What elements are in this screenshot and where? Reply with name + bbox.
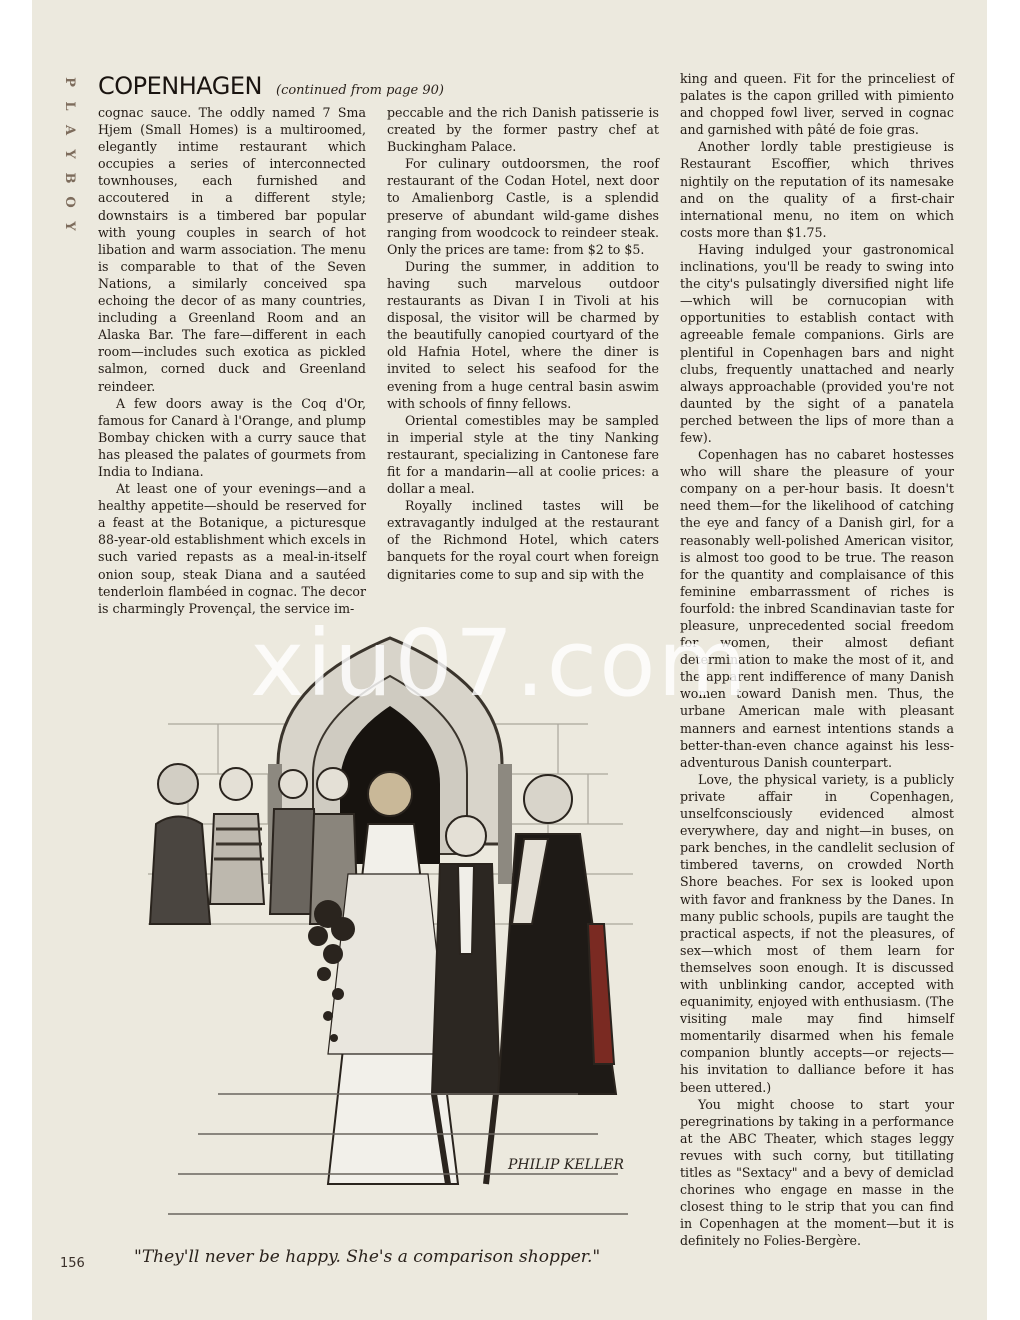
article-paragraph: During the summer, in addition to having such marvelous outdoor restaurants as Divan I in Tivoli at his disposal, the visitor will be charmed by the beautifully canopied courtyard of the old Hafnia Hotel, where the diner is invited to select his seafood for the evening from a huge central basin aswim with schools of finny fellows.	[387, 258, 659, 411]
article-paragraph: Love, the physical variety, is a publicly private affair in Copenhagen, unselfconsciously evidenced almost everywhere, day and night—in buses, on park benches, in the candlelit seclusion of timbered taverns, on crowded North Shore beaches. For sex is looked upon with favor and frankness by the Danes. In many public schools, pupils are taught the practical aspects, if not the pleasures, of sex—which most of them learn for themselves soon enough. It is discussed with unblinking candor, accepted with equanimity, enjoyed with enthusiasm. (The visiting male may find himself momentarily disarmed when his female companion bluntly accepts—or rejects—his invitation to dalliance before it has been uttered.)	[680, 771, 954, 1095]
magazine-letter: L	[62, 101, 77, 111]
article-paragraph: Oriental comestibles may be sampled in imperial style at the tiny Nanking restaurant, specializing in Cantonese fare fit for a mandarin—all at coolie prices: a dollar a meal.	[387, 412, 659, 497]
magazine-letter: P	[62, 77, 77, 87]
watermark: xiu07.com	[250, 610, 750, 717]
magazine-letter: B	[62, 172, 77, 184]
article-title: COPENHAGEN	[98, 72, 262, 100]
article-paragraph: Copenhagen has no cabaret hostesses who will share the pleasure of your company on a per-hour basis. It doesn't need them—for the likelihood of catching the eye and fancy of a Danish girl, for a reasonably well-polished American visitor, is almost too good to be true. The reason for the quantity and complaisance of this feminine embarrassment of riches is fourfold: the inbred Scandinavian taste for pleasure, unprecedented social freedom for women, their almost defiant determination to make the most of it, and the apparent indifference of many Danish women toward Danish men. Thus, the urbane American male with pleasant manners and earnest intentions stands a better-than-even chance against his less-adventurous Danish counterpart.	[680, 447, 954, 770]
article-paragraph: Royally inclined tastes will be extravagantly indulged at the restaurant of the Richmond Hotel, which caters banquets for the royal court when foreign dignitaries come to sup and sip with the	[387, 498, 659, 582]
magazine-letter: Y	[62, 149, 77, 159]
article-paragraph: king and queen. Fit for the princeliest of palates is the capon grilled with pimiento and chopped fowl liver, served in cognac and garnished with pâté de foie gras.	[680, 71, 954, 138]
article-header	[98, 72, 444, 100]
article-paragraph: peccable and the rich Danish patisserie is created by the former pastry chef at Buckingham Palace.	[387, 105, 659, 155]
magazine-letter: O	[62, 196, 77, 208]
article-paragraph: Having indulged your gastronomical inclinations, you'll be ready to swing into the city's pulsatingly diversified night life—which will be cornucopian with opportunities to establish contact with agreeable female companions. Girls are plentiful in Copenhagen bars and night clubs, frequently unattached and nearly always approachable (provided you're not daunted by the sight of a panatela perched between the lips of more than a few).	[680, 241, 954, 445]
page-number: 156	[60, 1256, 85, 1271]
article-paragraph: You might choose to start your peregrinations by taking in a performance at the ABC Theater, which stages leggy revues with such corny, but titillating titles as "Sextacy" and a bevy of demiclad chorines who engage en masse in the closest thing to le strip that you can find in Copenhagen at the moment—but it is definitely no Folies-Bergère.	[680, 1096, 954, 1249]
article-paragraph: Another lordly table prestigieuse is Restaurant Escoffier, which thrives nightily on the reputation of its namesake and on the quality of a first-chair international menu, no item on which costs more than $1.75.	[680, 139, 954, 240]
article-paragraph: cognac sauce. The oddly named 7 Sma Hjem (Small Homes) is a multiroomed, elegantly intime restaurant which occupies a series of interconnected townhouses, each furnished and accoutered in a different style; downstairs is a timbered bar popular with young couples in search of hot libation and warm association. The menu is comparable to that of the Seven Nations, a similarly conceived spa echoing the decor of as many countries, including a Greenland Room and an Alaska Bar. The fare—different in each room—includes such exotica as pickled salmon, corned duck and Greenland reindeer.	[98, 105, 366, 394]
text-column-1	[98, 104, 366, 617]
article-paragraph: A few doors away is the Coq d'Or, famous for Canard à l'Orange, and plump Bombay chicken with a curry sauce that has pleased the palates of gourmets from India to Indiana.	[98, 395, 366, 479]
text-column-2	[387, 104, 659, 583]
magazine-letter: A	[62, 124, 77, 136]
article-paragraph: At least one of your evenings—and a healthy appetite—should be reserved for a feast at the Botanique, a picturesque 88-year-old establishment which excels in such varied repasts as a meal-in-itself onion soup, steak Diana and a sautéed tenderloin flambéed in cognac. The decor is charmingly Provençal, the service im-	[98, 481, 366, 616]
article-paragraph: For culinary outdoorsmen, the roof restaurant of the Codan Hotel, next door to Amalienborg Castle, is a splendid preserve of abundant wild-game dishes ranging from woodcock to reindeer steak. Only the prices are tame: from $2 to $5.	[387, 156, 659, 257]
magazine-letter: Y	[62, 221, 77, 231]
artist-signature: PHILIP KELLER	[508, 1157, 624, 1173]
magazine-name-vertical	[60, 70, 78, 238]
cartoon-caption: "They'll never be happy. She's a comparison shopper."	[134, 1247, 601, 1267]
continuation-note: (continued from page 90)	[276, 83, 444, 98]
